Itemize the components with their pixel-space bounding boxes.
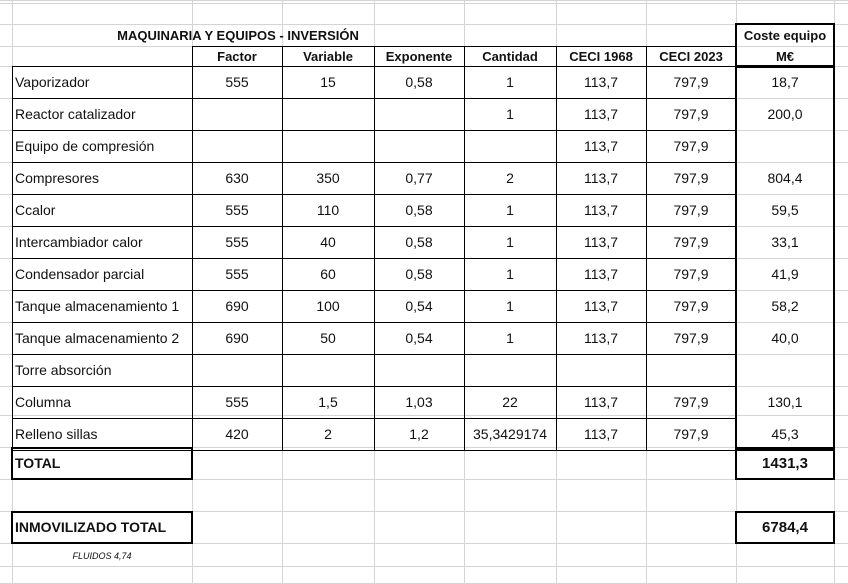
cell-factor[interactable] bbox=[192, 354, 282, 386]
inmovilizado-value[interactable]: 6784,4 bbox=[762, 518, 808, 536]
inmovilizado-label[interactable]: INMOVILIZADO TOTAL bbox=[15, 519, 167, 535]
cell-factor[interactable]: 630 bbox=[225, 170, 249, 186]
grid-hline bbox=[0, 0, 848, 1]
cell-ceci2023[interactable]: 797,9 bbox=[673, 426, 709, 442]
row-name-cell[interactable]: Ccalor bbox=[15, 202, 56, 218]
cell-ceci2023[interactable]: 797,9 bbox=[673, 234, 709, 250]
cell-exponente[interactable] bbox=[374, 98, 464, 130]
grid-hline bbox=[0, 3, 848, 4]
cell-ceci1968[interactable]: 113,7 bbox=[584, 298, 618, 314]
cell-coste[interactable]: 41,9 bbox=[771, 266, 799, 282]
cell-ceci2023[interactable]: 797,9 bbox=[673, 74, 709, 90]
cell-ceci1968[interactable] bbox=[556, 354, 646, 386]
row-name-cell[interactable]: Torre absorción bbox=[15, 362, 112, 378]
grid-hline bbox=[0, 479, 848, 480]
row-name-cell[interactable]: Condensador parcial bbox=[15, 266, 145, 282]
cell-variable[interactable] bbox=[282, 130, 374, 162]
cell-ceci2023[interactable]: 797,9 bbox=[673, 106, 709, 122]
cell-coste[interactable]: 33,1 bbox=[771, 234, 799, 250]
cell-variable[interactable]: 2 bbox=[324, 426, 332, 442]
grid-hline bbox=[0, 543, 848, 544]
column-header-ceci1968[interactable]: CECI 1968 bbox=[569, 48, 633, 64]
cell-cantidad[interactable]: 35,3429174 bbox=[473, 426, 547, 442]
cell-cantidad[interactable] bbox=[464, 354, 556, 386]
row-name-cell[interactable]: Tanque almacenamiento 1 bbox=[15, 298, 180, 314]
cell-cantidad[interactable]: 1 bbox=[506, 106, 514, 122]
cell-variable[interactable]: 15 bbox=[320, 74, 336, 90]
grid-vline bbox=[834, 0, 835, 583]
cell-coste[interactable]: 59,5 bbox=[771, 202, 799, 218]
cell-cantidad[interactable] bbox=[464, 130, 556, 162]
cell-factor[interactable]: 690 bbox=[225, 330, 249, 346]
cell-cantidad[interactable]: 1 bbox=[506, 330, 514, 346]
column-header-cantidad[interactable]: Cantidad bbox=[482, 48, 538, 64]
cell-exponente[interactable]: 0,58 bbox=[405, 74, 433, 90]
cell-coste[interactable] bbox=[736, 354, 834, 386]
cell-coste[interactable] bbox=[736, 130, 834, 162]
cell-ceci1968[interactable]: 113,7 bbox=[584, 106, 618, 122]
row-name-cell[interactable]: Vaporizador bbox=[15, 74, 90, 90]
cell-exponente[interactable]: 0,58 bbox=[405, 234, 433, 250]
fluids-note[interactable]: FLUIDOS 4,74 bbox=[72, 550, 132, 561]
cell-factor[interactable] bbox=[192, 98, 282, 130]
row-name-cell[interactable]: Equipo de compresión bbox=[15, 138, 155, 154]
cell-ceci1968[interactable]: 113,7 bbox=[584, 202, 618, 218]
sheet-title[interactable]: MAQUINARIA Y EQUIPOS - INVERSIÓN bbox=[117, 27, 359, 43]
cell-cantidad[interactable]: 1 bbox=[506, 234, 514, 250]
cell-ceci1968[interactable]: 113,7 bbox=[584, 74, 618, 90]
cell-coste[interactable]: 58,2 bbox=[771, 298, 799, 314]
cell-variable[interactable]: 60 bbox=[320, 266, 336, 282]
cell-variable[interactable]: 100 bbox=[316, 298, 340, 314]
cell-cantidad[interactable]: 22 bbox=[502, 394, 518, 410]
row-name-cell[interactable]: Intercambiador calor bbox=[15, 234, 143, 250]
cell-exponente[interactable]: 1,2 bbox=[409, 426, 429, 442]
cell-coste[interactable]: 200,0 bbox=[767, 106, 803, 122]
cell-ceci1968[interactable]: 113,7 bbox=[584, 426, 618, 442]
cell-ceci1968[interactable]: 113,7 bbox=[584, 170, 618, 186]
cell-factor[interactable]: 555 bbox=[225, 234, 249, 250]
cell-exponente[interactable]: 0,54 bbox=[405, 298, 433, 314]
column-header-ceci2023[interactable]: CECI 2023 bbox=[659, 48, 723, 64]
grid-hline bbox=[0, 566, 848, 567]
cell-cantidad[interactable]: 1 bbox=[506, 202, 514, 218]
cell-cantidad[interactable]: 1 bbox=[506, 298, 514, 314]
row-name-cell[interactable]: Columna bbox=[15, 394, 72, 410]
cell-variable[interactable]: 50 bbox=[320, 330, 336, 346]
cell-coste[interactable]: 45,3 bbox=[771, 426, 799, 442]
cell-exponente[interactable] bbox=[374, 354, 464, 386]
cost-header-line2[interactable]: M€ bbox=[775, 48, 795, 64]
cell-factor[interactable]: 555 bbox=[225, 202, 249, 218]
cell-variable[interactable]: 40 bbox=[320, 234, 336, 250]
cell-variable[interactable]: 1,5 bbox=[318, 394, 338, 410]
cell-ceci1968[interactable]: 113,7 bbox=[584, 138, 618, 154]
cell-exponente[interactable]: 0,54 bbox=[405, 330, 433, 346]
cell-ceci2023[interactable]: 797,9 bbox=[673, 394, 709, 410]
cell-ceci1968[interactable]: 113,7 bbox=[584, 330, 618, 346]
cell-ceci2023[interactable]: 797,9 bbox=[673, 138, 709, 154]
cell-ceci2023[interactable]: 797,9 bbox=[673, 298, 709, 314]
cell-coste[interactable]: 18,7 bbox=[771, 74, 799, 90]
cell-cantidad[interactable]: 1 bbox=[506, 266, 514, 282]
column-header-factor[interactable]: Factor bbox=[217, 48, 257, 64]
column-header-exponente[interactable]: Exponente bbox=[385, 48, 453, 64]
cell-ceci2023[interactable] bbox=[646, 354, 736, 386]
cell-factor[interactable]: 555 bbox=[225, 394, 249, 410]
total-label[interactable]: TOTAL bbox=[15, 455, 61, 471]
cell-variable[interactable] bbox=[282, 354, 374, 386]
row-name-cell[interactable]: Relleno sillas bbox=[15, 426, 98, 442]
cell-exponente[interactable]: 1,03 bbox=[405, 394, 433, 410]
cell-factor[interactable]: 555 bbox=[225, 74, 249, 90]
total-value[interactable]: 1431,3 bbox=[762, 454, 808, 472]
cell-variable[interactable] bbox=[282, 98, 374, 130]
cell-coste[interactable]: 804,4 bbox=[767, 170, 803, 186]
cell-coste[interactable]: 40,0 bbox=[771, 330, 799, 346]
cell-factor[interactable]: 690 bbox=[225, 298, 249, 314]
cell-ceci1968[interactable]: 113,7 bbox=[584, 394, 618, 410]
cost-header-line1[interactable]: Coste equipo bbox=[743, 27, 827, 43]
cell-factor[interactable] bbox=[192, 130, 282, 162]
row-name-cell[interactable]: Compresores bbox=[15, 170, 100, 186]
cell-cantidad[interactable]: 1 bbox=[506, 74, 514, 90]
cell-ceci2023[interactable]: 797,9 bbox=[673, 202, 709, 218]
cell-exponente[interactable]: 0,58 bbox=[405, 266, 433, 282]
cell-exponente[interactable]: 0,58 bbox=[405, 202, 433, 218]
cell-ceci2023[interactable]: 797,9 bbox=[673, 170, 709, 186]
cell-ceci1968[interactable]: 113,7 bbox=[584, 266, 618, 282]
cell-cantidad[interactable]: 2 bbox=[506, 170, 514, 186]
cell-exponente[interactable]: 0,77 bbox=[405, 170, 433, 186]
cell-ceci2023[interactable]: 797,9 bbox=[673, 266, 709, 282]
column-header-variable[interactable]: Variable bbox=[303, 48, 353, 64]
cell-factor[interactable]: 555 bbox=[225, 266, 249, 282]
cell-exponente[interactable] bbox=[374, 130, 464, 162]
cell-variable[interactable]: 350 bbox=[316, 170, 340, 186]
cell-variable[interactable]: 110 bbox=[316, 202, 340, 218]
cell-ceci1968[interactable]: 113,7 bbox=[584, 234, 618, 250]
cell-ceci2023[interactable]: 797,9 bbox=[673, 330, 709, 346]
cell-coste[interactable]: 130,1 bbox=[767, 394, 803, 410]
row-name-cell[interactable]: Reactor catalizador bbox=[15, 106, 136, 122]
row-name-cell[interactable]: Tanque almacenamiento 2 bbox=[15, 330, 180, 346]
cell-factor[interactable]: 420 bbox=[225, 426, 249, 442]
